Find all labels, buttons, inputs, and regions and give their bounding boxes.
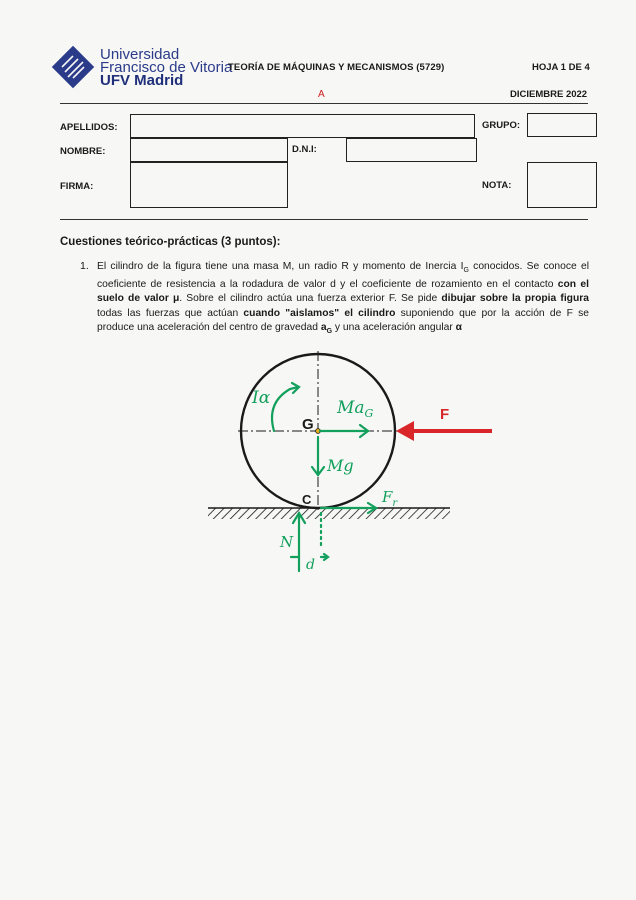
d-marker-right [321,554,328,560]
id-field[interactable] [346,138,477,162]
d-label: d [306,557,315,573]
header-divider [60,103,588,104]
form-divider [60,219,588,220]
mg-label: Mg [327,456,354,475]
name-label: NOMBRE: [60,146,106,157]
surname-field[interactable] [130,114,475,138]
university-line-3: UFV Madrid [100,72,184,89]
friction-label: $F_r$ [382,488,398,509]
inertia-arc-arrow [272,387,298,431]
surname-label: APELLIDOS: [60,122,118,133]
normal-label: N [280,533,294,551]
id-label: D.N.I: [292,144,317,155]
ufv-logo-icon [50,44,96,90]
signature-field[interactable] [130,162,288,208]
section-title: Cuestiones teórico-prácticas (3 puntos): [60,236,281,248]
subject-title: TEORÍA DE MÁQUINAS Y MECANISMOS (5729) [228,62,445,73]
signature-label: FIRMA: [60,181,94,192]
inertia-label: Iα [252,388,271,408]
university-line-1: Universidad [100,46,180,63]
grade-field[interactable] [527,162,597,208]
exam-version: A [318,89,325,100]
question-text: El cilindro de la figura tiene una masa M, un radio R y momento de Inercia $I_G$ conocidos. Se conoce el coeficiente de resistencia a la rodadura de valor d y el coeficiente de rozamiento en el contacto con el suelo de valor μ. Sobre el cilindro actúa una fuerza exterior F. Se pide dibujar sobre la propia figura todas las fuerzas que actúan cuando "aislamos" el cilindro suponiendo que por la acción de F se produce una aceleración del centro de gravedad $a_G$ y una aceleración angular α [97,261,590,335]
cylinder-diagram [200,345,500,585]
university-line-2: Francisco de Vitoria [100,59,233,76]
group-label: GRUPO: [482,120,520,131]
force-f-arrowhead [396,421,414,441]
question-number: 1. [80,260,89,272]
ma-label: $Ma_G$ [337,398,374,420]
contact-label: C [302,492,312,507]
center-label: G [302,416,314,433]
university-name [100,48,232,87]
grade-label: NOTA: [482,180,512,191]
ground-hatching [208,508,450,519]
exam-date: DICIEMBRE 2022 [510,89,588,100]
force-f-label: F [440,406,450,423]
sheet-number: HOJA 1 DE 4 [532,62,590,73]
group-field[interactable] [527,113,597,137]
ufv-logo [50,44,96,90]
name-field[interactable] [130,138,288,162]
cylinder-figure [200,345,500,585]
